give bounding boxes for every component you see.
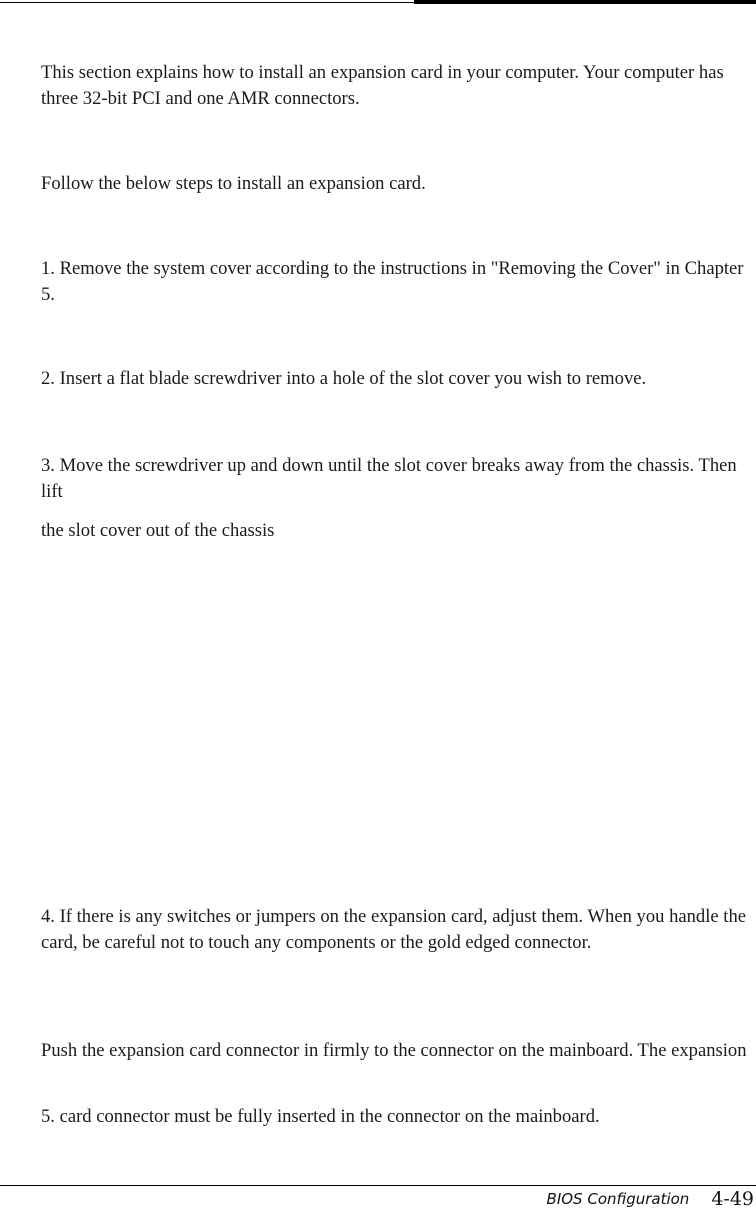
header-rule-thick [414, 0, 756, 4]
page-number: 4-49 [711, 1187, 754, 1210]
instructions-lead: Follow the below steps to install an expansion card. [41, 173, 426, 194]
step-3: 3. Move the screwdriver up and down until the slot cover breaks away from the chassis. Then lift [41, 455, 737, 502]
step-3-continued: the slot cover out of the chassis [41, 520, 275, 541]
footer-section-title: BIOS Configuration [546, 1189, 690, 1208]
step-4: 4. If there is any switches or jumpers on the expansion card, adjust them. When you handle the card, be careful not to touch any components or the gold edged connector. [41, 906, 747, 953]
push-connector-paragraph: Push the expansion card connector in firmly to the connector on the mainboard. The expansion [41, 1040, 747, 1061]
step-5: 5. card connector must be fully inserted in the connector on the mainboard. [41, 1106, 600, 1127]
step-1: 1. Remove the system cover according to the instructions in "Removing the Cover" in Chapter 5. [41, 258, 744, 305]
step-2: 2. Insert a flat blade screwdriver into a hole of the slot cover you wish to remove. [41, 368, 647, 389]
page-footer [547, 1186, 754, 1211]
header-rule-thin [0, 2, 414, 3]
intro-paragraph: This section explains how to install an expansion card in your computer. Your computer has three 32-bit PCI and one AMR connectors. [41, 62, 724, 109]
